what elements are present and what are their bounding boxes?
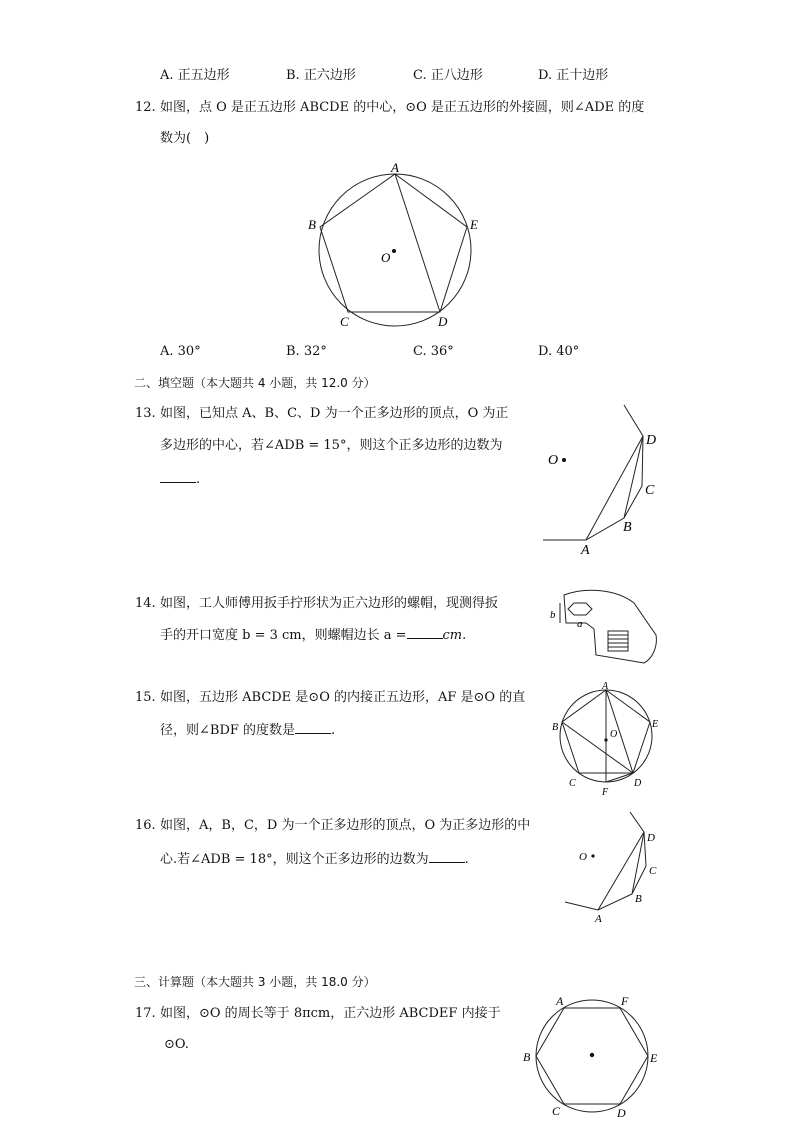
q12-pentagon	[320, 174, 467, 312]
q14-label-b: b	[550, 609, 556, 621]
q15-number: 15.	[135, 690, 156, 705]
q17-number: 17.	[135, 1006, 156, 1021]
q17-label-b: B	[523, 1050, 531, 1064]
q12-stem-line1: 如图，点 O 是正五边形 ABCDE 的中心，⊙O 是正五边形的外接圆，则∠ADE 的度	[160, 100, 645, 115]
q11-option-d: D. 正十边形	[538, 68, 609, 83]
q11-option-c: C. 正八边形	[413, 68, 483, 83]
q16-stem-line2: 心.若∠ADB = 18°，则这个正多边形的边数为 .	[160, 848, 469, 870]
q14-hex-nut	[568, 603, 592, 615]
q15-center-dot	[604, 738, 607, 741]
q17-label-a: A	[556, 994, 564, 1008]
q15-label-f: F	[602, 787, 609, 798]
q12-option-a: A. 30°	[160, 344, 201, 359]
q16-answer-blank[interactable]	[429, 848, 465, 863]
q16-label-b: B	[635, 893, 642, 905]
q17-label-c: C	[552, 1104, 561, 1118]
q13-stem-line3: .	[160, 468, 200, 490]
q12-option-b: B. 32°	[286, 344, 327, 359]
q15-label-c: C	[569, 778, 576, 789]
q12-segment-ad	[395, 174, 440, 312]
q13-number: 13.	[135, 406, 156, 421]
q14-label-a: a	[577, 618, 583, 630]
q13-label-o: O	[548, 453, 559, 468]
section3-title: 三、计算题（本大题共 3 小题，共 18.0 分）	[134, 975, 376, 989]
q13-figure	[538, 400, 668, 558]
q13-segment-ad	[586, 436, 643, 540]
q13-label-d: D	[646, 433, 657, 448]
q12-center-dot	[392, 249, 396, 253]
q13-answer-blank[interactable]	[160, 468, 196, 483]
q12-figure	[300, 155, 490, 335]
q17-center-dot	[590, 1053, 594, 1057]
q15-segment-df	[606, 773, 633, 782]
q15-label-o: O	[610, 729, 618, 740]
q13-center-dot	[562, 458, 566, 462]
q15-label-a: A	[602, 681, 609, 692]
q12-option-d: D. 40°	[538, 344, 580, 359]
q14-number: 14.	[135, 596, 156, 611]
q15-label-e: E	[652, 719, 659, 730]
section2-title: 二、填空题（本大题共 4 小题，共 12.0 分）	[134, 376, 376, 390]
q17-figure	[518, 992, 668, 1120]
q14-answer-blank[interactable]	[407, 624, 443, 639]
q17-label-f: F	[621, 994, 629, 1008]
q15-figure	[550, 680, 665, 800]
q16-number: 16.	[135, 818, 156, 833]
q14-adjust-screw	[608, 631, 628, 651]
q13-label-c: C	[645, 483, 655, 498]
q13-stem-line2: 多边形的中心，若∠ADB = 15°，则这个正多边形的边数为	[160, 438, 503, 453]
q16-center-dot	[591, 854, 594, 857]
q12-number: 12.	[135, 100, 156, 115]
q15-segment-bd	[562, 722, 633, 773]
q12-label-e: E	[470, 217, 478, 232]
q15-label-b: B	[552, 722, 559, 733]
q16-label-c: C	[649, 865, 657, 877]
q16-polygon-edges	[565, 812, 646, 910]
q15-label-d: D	[634, 778, 642, 789]
q14-stem-line2: 手的开口宽度 b = 3 cm，则螺帽边长 a = cm.	[160, 624, 466, 646]
q15-stem-line1: 如图，五边形 ABCDE 是⊙O 的内接正五边形，AF 是⊙O 的直	[160, 690, 526, 705]
q15-answer-blank[interactable]	[295, 719, 331, 734]
q13-label-b: B	[623, 520, 632, 535]
q17-label-d: D	[617, 1106, 626, 1120]
q14-figure	[546, 585, 661, 667]
q17-label-e: E	[650, 1051, 658, 1065]
q11-option-b: B. 正六边形	[286, 68, 356, 83]
q12-label-c: C	[340, 314, 349, 329]
q14-stem-line1: 如图，工人师傅用扳手拧形状为正六边形的螺帽，现测得扳	[160, 596, 499, 611]
q17-stem-line2: ⊙O.	[164, 1037, 189, 1052]
q12-label-b: B	[308, 217, 316, 232]
q13-stem-line1: 如图，已知点 A、B、C、D 为一个正多边形的顶点，O 为正	[160, 406, 509, 421]
q17-stem-line1: 如图，⊙O 的周长等于 8πcm，正六边形 ABCDEF 内接于	[160, 1006, 501, 1021]
q12-stem-line2: 数为( )	[160, 131, 210, 146]
q16-label-a: A	[595, 913, 602, 925]
q12-label-o: O	[381, 250, 391, 265]
q16-label-d: D	[647, 832, 655, 844]
q13-label-a: A	[581, 543, 590, 558]
q13-segment-bd	[624, 436, 643, 518]
q12-option-c: C. 36°	[413, 344, 454, 359]
q16-stem-line1: 如图，A，B，C，D 为一个正多边形的顶点，O 为正多边形的中	[160, 818, 531, 833]
q12-label-a: A	[391, 160, 399, 175]
q15-stem-line2: 径，则∠BDF 的度数是 .	[160, 719, 335, 741]
q12-label-d: D	[438, 314, 448, 329]
q11-option-a: A. 正五边形	[160, 68, 230, 83]
q16-label-o: O	[579, 851, 587, 863]
q16-figure	[560, 808, 670, 928]
